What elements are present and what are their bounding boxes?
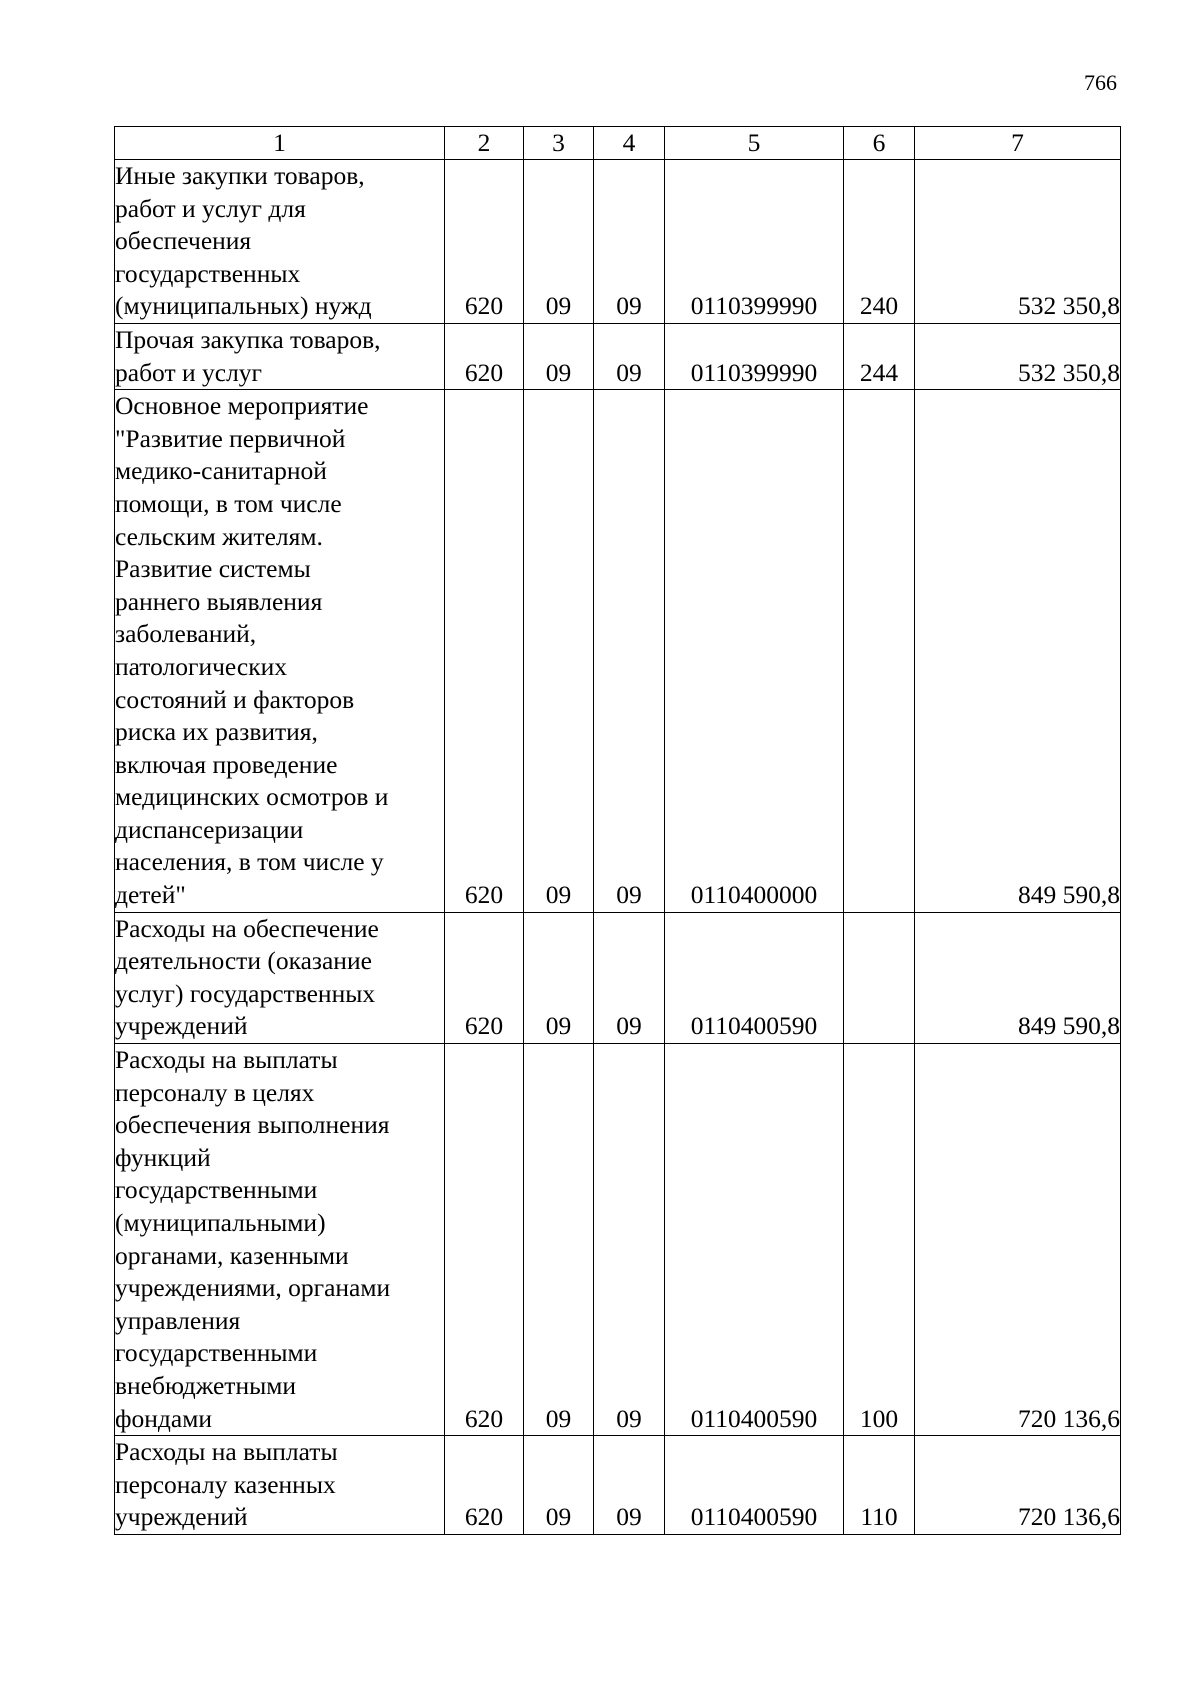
- header-col-6: 6: [844, 127, 915, 160]
- row-col-4: 09: [594, 160, 665, 324]
- row-col-2: 620: [445, 1436, 524, 1535]
- row-col-7: 849 590,8: [915, 912, 1121, 1043]
- table-row: [115, 1436, 1121, 1535]
- row-name: Расходы на выплаты персоналу казенных учреждений: [115, 1436, 445, 1535]
- row-col-7: 532 350,8: [915, 323, 1121, 389]
- header-col-5: 5: [665, 127, 844, 160]
- row-col-5: 0110400590: [665, 1044, 844, 1436]
- row-col-6: 110: [844, 1436, 915, 1535]
- row-col-5: 0110399990: [665, 323, 844, 389]
- budget-table: [114, 126, 1121, 1535]
- table-row: [115, 390, 1121, 913]
- row-col-7: 849 590,8: [915, 390, 1121, 913]
- header-col-4: 4: [594, 127, 665, 160]
- header-col-7: 7: [915, 127, 1121, 160]
- header-row: [115, 127, 1121, 160]
- row-col-5: 0110400000: [665, 390, 844, 913]
- header-col-1: 1: [115, 127, 445, 160]
- page-number: 766: [1084, 70, 1117, 95]
- row-col-7: 720 136,6: [915, 1044, 1121, 1436]
- row-col-5: 0110400590: [665, 1436, 844, 1535]
- table-row: [115, 323, 1121, 389]
- row-col-2: 620: [445, 160, 524, 324]
- row-col-6: [844, 390, 915, 913]
- row-col-2: 620: [445, 1044, 524, 1436]
- row-col-7: 720 136,6: [915, 1436, 1121, 1535]
- row-col-6: 244: [844, 323, 915, 389]
- row-col-6: [844, 912, 915, 1043]
- header-col-2: 2: [445, 127, 524, 160]
- row-col-3: 09: [524, 390, 594, 913]
- row-col-6: 100: [844, 1044, 915, 1436]
- table-row: [115, 912, 1121, 1043]
- row-name: Иные закупки товаров, работ и услуг для обеспечения государственных (муниципальных) нужд: [115, 160, 445, 324]
- row-col-3: 09: [524, 323, 594, 389]
- row-col-4: 09: [594, 323, 665, 389]
- row-col-4: 09: [594, 390, 665, 913]
- row-col-4: 09: [594, 912, 665, 1043]
- row-name: Прочая закупка товаров, работ и услуг: [115, 323, 445, 389]
- row-name: Расходы на выплаты персоналу в целях обеспечения выполнения функций государственными (муниципальными) органами, казенными учреждениями, органами управления государственными внебюджетными фондами: [115, 1044, 445, 1436]
- row-name: Основное мероприятие "Развитие первичной медико-санитарной помощи, в том числе сельским жителям. Развитие системы раннего выявления заболеваний, патологических состояний и факторов риска их развития, включая проведение медицинских осмотров и диспансеризации населения, в том числе у детей": [115, 390, 445, 913]
- row-name: Расходы на обеспечение деятельности (оказание услуг) государственных учреждений: [115, 912, 445, 1043]
- row-col-3: 09: [524, 912, 594, 1043]
- row-col-3: 09: [524, 160, 594, 324]
- row-col-5: 0110400590: [665, 912, 844, 1043]
- row-col-3: 09: [524, 1436, 594, 1535]
- row-col-6: 240: [844, 160, 915, 324]
- row-col-7: 532 350,8: [915, 160, 1121, 324]
- table-row: [115, 1044, 1121, 1436]
- header-col-3: 3: [524, 127, 594, 160]
- table-row: [115, 160, 1121, 324]
- row-col-2: 620: [445, 323, 524, 389]
- row-col-3: 09: [524, 1044, 594, 1436]
- row-col-2: 620: [445, 390, 524, 913]
- row-col-4: 09: [594, 1436, 665, 1535]
- row-col-5: 0110399990: [665, 160, 844, 324]
- row-col-4: 09: [594, 1044, 665, 1436]
- row-col-2: 620: [445, 912, 524, 1043]
